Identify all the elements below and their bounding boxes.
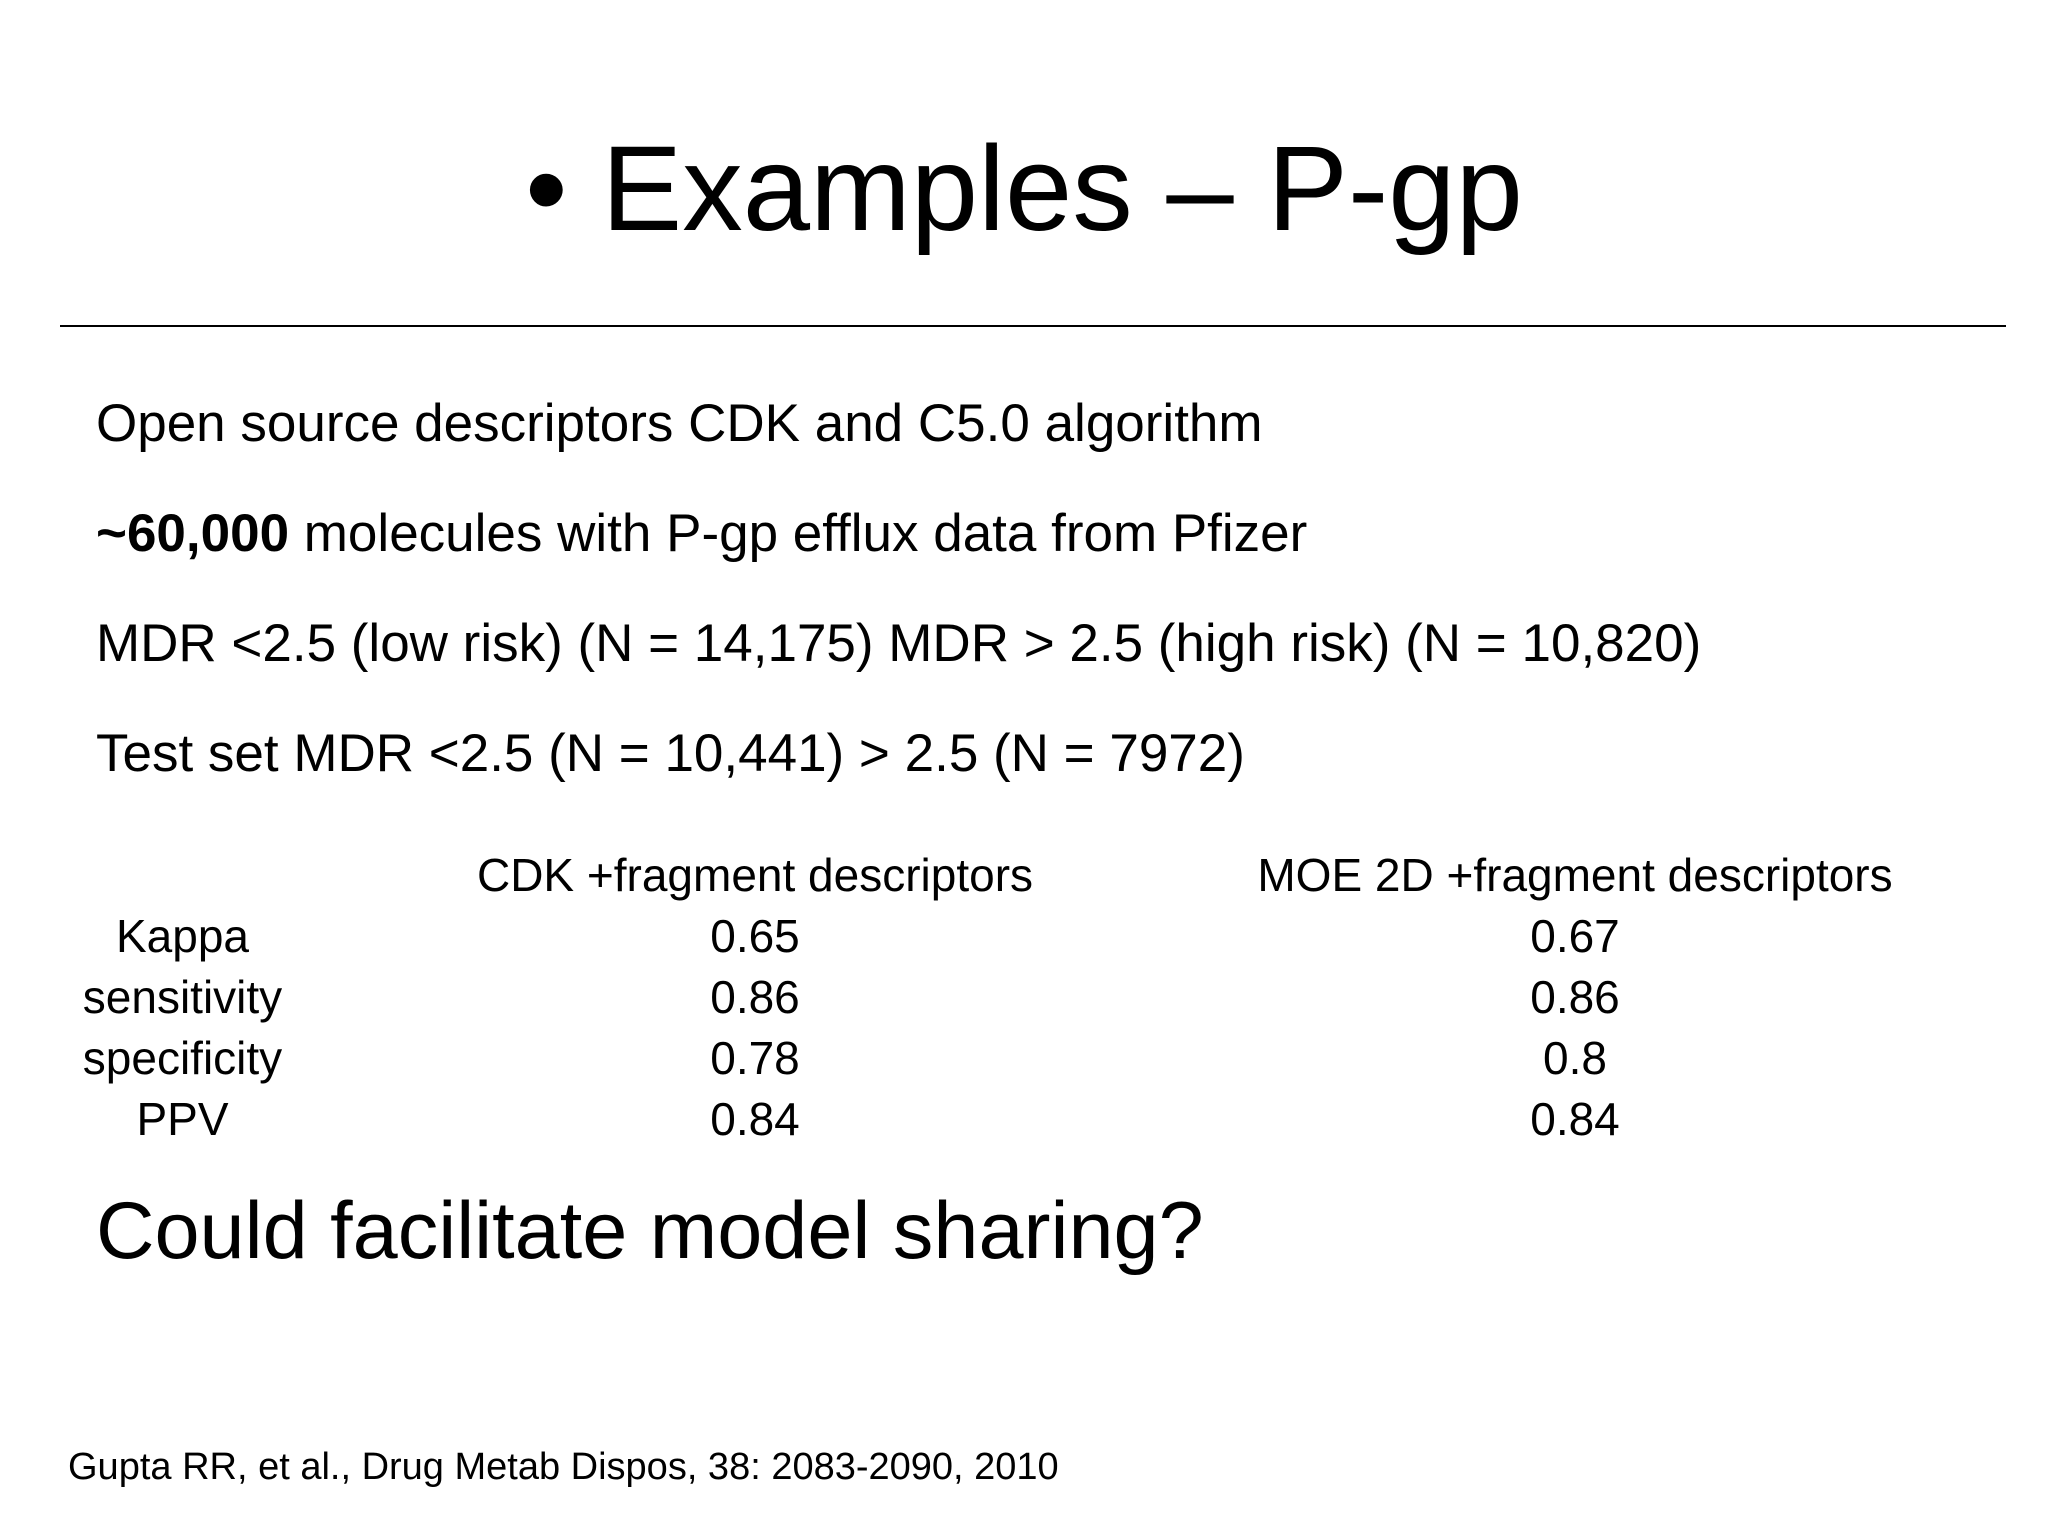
title-text: Examples – P-gp [601,120,1523,256]
table-row-label: Kappa [115,910,249,962]
table-cell-cdk: 0.84 [710,1093,800,1145]
table-cell-moe: 0.8 [1543,1032,1607,1084]
molecule-description: molecules with P-gp efflux data from Pfizer [289,504,1308,563]
body-line-descriptors: Open source descriptors CDK and C5.0 algorithm [96,394,1263,453]
body-line-molecules [96,502,1307,566]
closing-question: Could facilitate model sharing? [96,1186,1204,1276]
table-cell-cdk: 0.86 [710,971,800,1023]
molecule-count: ~60,000 [96,504,290,563]
table-row-label: specificity [82,1032,283,1084]
table-cell-moe: 0.84 [1530,1093,1620,1145]
slide-title [0,118,2048,258]
table-header-cdk: CDK +fragment descriptors [476,849,1034,901]
table-cell-cdk: 0.65 [710,910,800,962]
table-row-label: PPV [136,1093,229,1145]
body-line-training-set: MDR <2.5 (low risk) (N = 14,175) MDR > 2.5 (high risk) (N = 10,820) [96,614,1702,673]
table-cell-moe: 0.86 [1530,971,1620,1023]
table-cell-cdk: 0.78 [710,1032,800,1084]
table-header-moe: MOE 2D +fragment descriptors [1257,849,1893,901]
citation: Gupta RR, et al., Drug Metab Dispos, 38: 2083-2090, 2010 [68,1446,1059,1488]
body-line-test-set: Test set MDR <2.5 (N = 10,441) > 2.5 (N = 7972) [96,724,1245,783]
title-bullet: • [525,120,568,256]
table-cell-moe: 0.67 [1530,910,1620,962]
table-row-label: sensitivity [82,971,283,1023]
title-divider [60,325,2006,327]
